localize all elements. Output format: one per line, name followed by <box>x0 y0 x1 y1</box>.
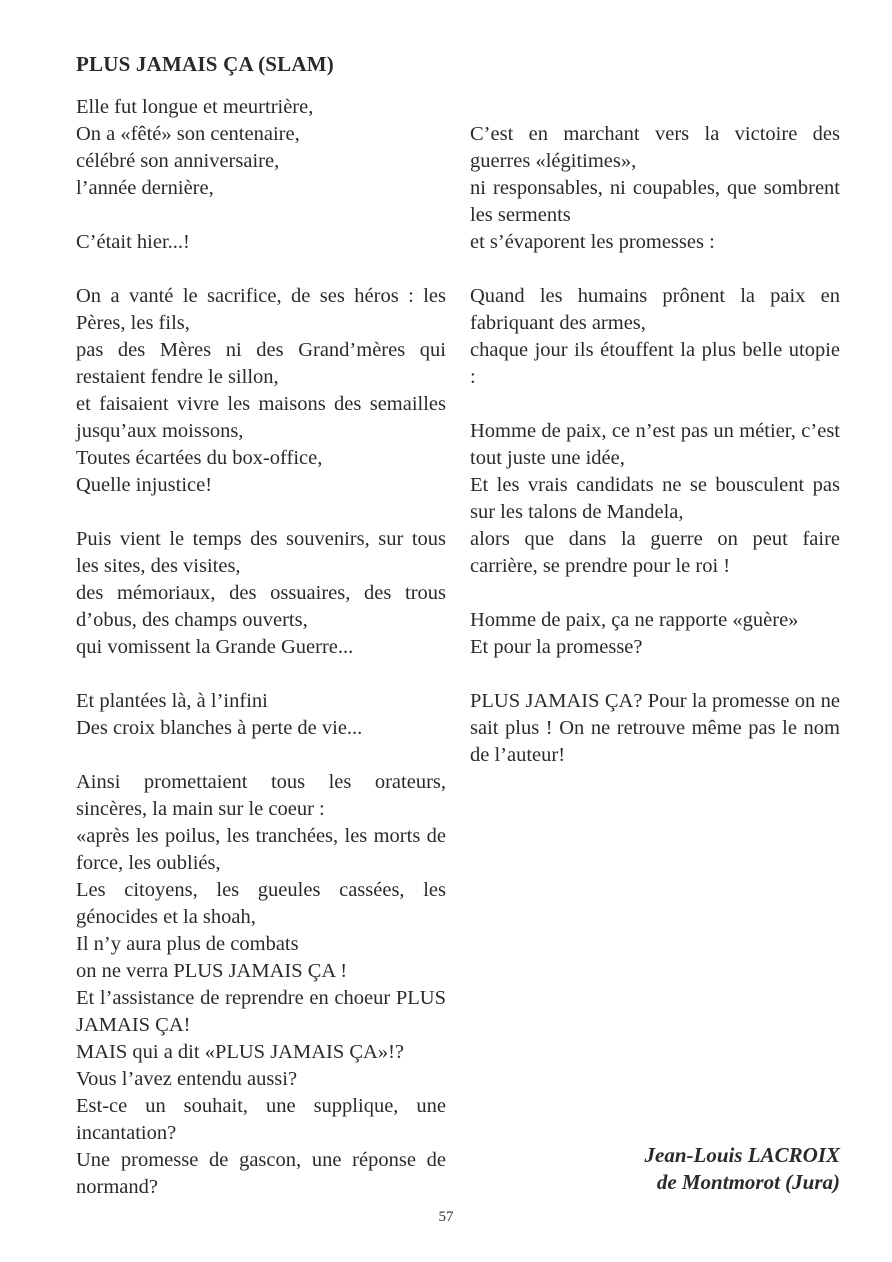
poem-line: On a vanté le sacrifice, de ses héros : les Pères, les fils, <box>76 285 446 334</box>
poem-line: C’est en marchant vers la victoire des guerres «légitimes», <box>470 123 840 172</box>
stanza <box>76 526 446 661</box>
left-column <box>76 94 446 1228</box>
poem-line: MAIS qui a dit «PLUS JAMAIS ÇA»!? <box>76 1041 405 1063</box>
poem-line: Toutes écartées du box-office, <box>76 447 323 469</box>
right-column <box>470 121 840 796</box>
stanza <box>76 94 446 202</box>
poem-line: Les citoyens, les gueules cassées, les génocides et la shoah, <box>76 879 446 928</box>
poem-line: Homme de paix, ça ne rapporte «guère» <box>470 609 799 631</box>
poem-line: pas des Mères ni des Grand’mères qui restaient fendre le sillon, <box>76 339 446 388</box>
poem-line: et faisaient vivre les maisons des semailles jusqu’aux moissons, <box>76 393 446 442</box>
stanza <box>470 121 840 256</box>
poem-line: PLUS JAMAIS ÇA? Pour la promesse on ne sait plus ! On ne retrouve même pas le nom de l’auteur! <box>470 690 840 766</box>
poem-title: PLUS JAMAIS ÇA (SLAM) <box>76 52 334 76</box>
poem-line: l’année dernière, <box>76 177 214 199</box>
stanza <box>76 769 446 1201</box>
poem-line: Quand les humains prônent la paix en fabriquant des armes, <box>470 285 840 334</box>
stanza <box>76 229 446 256</box>
poem-line: Et l’assistance de reprendre en choeur PLUS JAMAIS ÇA! <box>76 987 446 1036</box>
stanza <box>470 607 840 661</box>
stanza <box>470 418 840 580</box>
author-place: de Montmorot (Jura) <box>656 1170 840 1194</box>
poem-line: des mémoriaux, des ossuaires, des trous d’obus, des champs ouverts, <box>76 582 446 631</box>
poem-line: Ainsi promettaient tous les orateurs, sincères, la main sur le coeur : <box>76 771 446 820</box>
poem-line: Et plantées là, à l’infini <box>76 690 268 712</box>
poem-line: qui vomissent la Grande Guerre... <box>76 636 354 658</box>
poem-line: Homme de paix, ce n’est pas un métier, c’est tout juste une idée, <box>470 420 840 469</box>
poem-line: «après les poilus, les tranchées, les morts de force, les oubliés, <box>76 825 446 874</box>
poem-line: Et pour la promesse? <box>470 636 643 658</box>
poem-line: Des croix blanches à perte de vie... <box>76 717 363 739</box>
poem-line: ni responsables, ni coupables, que sombrent les serments <box>470 177 840 226</box>
stanza <box>76 688 446 742</box>
author-name: Jean-Louis LACROIX <box>644 1143 840 1167</box>
page-number: 57 <box>438 1209 454 1225</box>
poem-line: Vous l’avez entendu aussi? <box>76 1068 298 1090</box>
author-signature <box>645 1142 840 1196</box>
poem-line: Une promesse de gascon, une réponse de normand? <box>76 1149 446 1198</box>
poem-line: C’était hier...! <box>76 231 190 253</box>
poem-line: et s’évaporent les promesses : <box>470 231 715 253</box>
poem-line: célébré son anniversaire, <box>76 150 280 172</box>
stanza <box>76 283 446 499</box>
poem-line: on ne verra PLUS JAMAIS ÇA ! <box>76 960 348 982</box>
poem-line: Puis vient le temps des souvenirs, sur tous les sites, des visites, <box>76 528 446 577</box>
poem-line: On a «fêté» son centenaire, <box>76 123 300 145</box>
stanza <box>470 283 840 391</box>
poem-line: Quelle injustice! <box>76 474 213 496</box>
poem-line: Elle fut longue et meurtrière, <box>76 96 314 118</box>
poem-line: Il n’y aura plus de combats <box>76 933 299 955</box>
poem-line: Est-ce un souhait, une supplique, une incantation? <box>76 1095 446 1144</box>
poem-line: alors que dans la guerre on peut faire carrière, se prendre pour le roi ! <box>470 528 840 577</box>
poem-line: chaque jour ils étouffent la plus belle utopie : <box>470 339 840 388</box>
poem-line: Et les vrais candidats ne se bousculent pas sur les talons de Mandela, <box>470 474 840 523</box>
stanza <box>470 688 840 769</box>
